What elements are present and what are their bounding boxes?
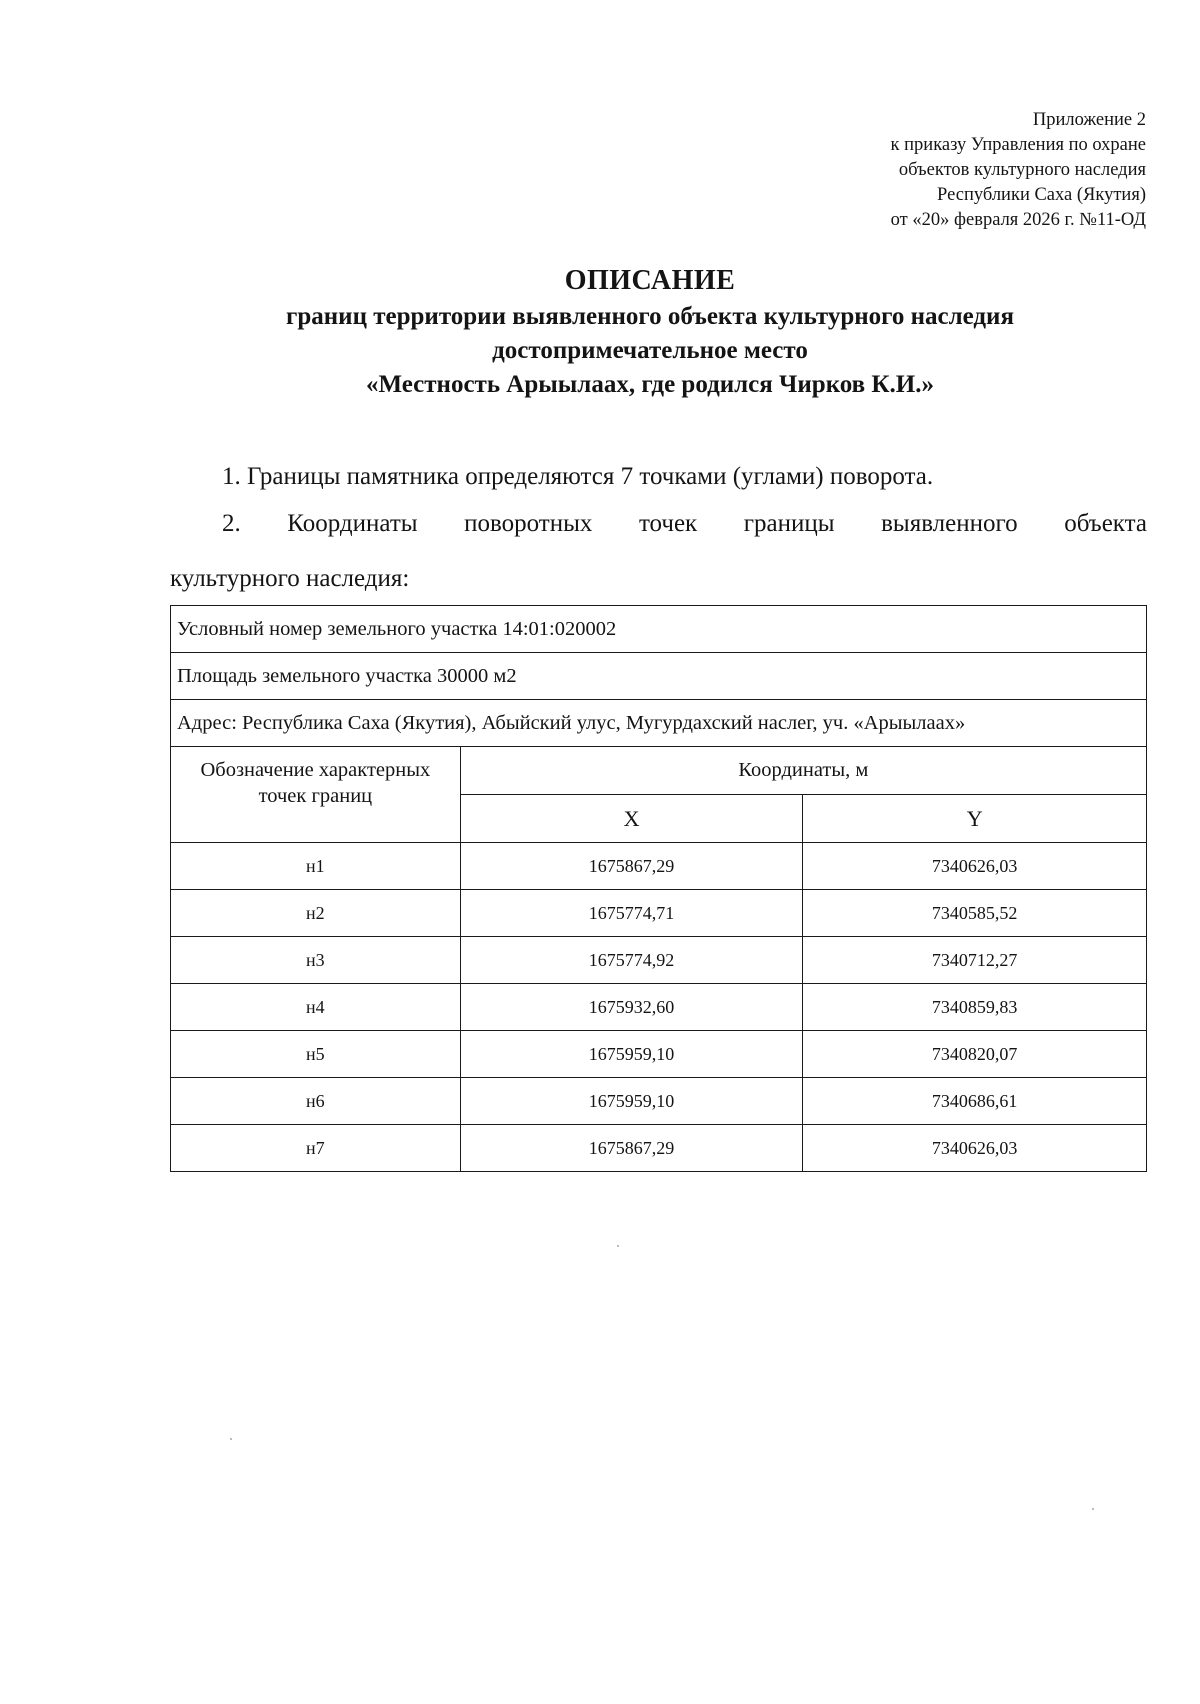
paragraph-2-word: объекта [1064, 510, 1147, 537]
point-cell: н5 [171, 1031, 461, 1078]
y-header: Y [803, 795, 1147, 843]
table-row [171, 653, 1147, 700]
coordinates-header: Координаты, м [460, 747, 1146, 795]
paragraph-2-word: Координаты [287, 510, 418, 537]
paragraph-2-continuation: культурного наследия: [170, 565, 410, 592]
paragraph-2-word: выявленного [881, 510, 1018, 537]
table-row [171, 937, 1147, 984]
land-area: Площадь земельного участка 30000 м2 [171, 653, 1147, 700]
table-row [171, 606, 1147, 653]
x-cell: 1675867,29 [460, 1125, 803, 1172]
paragraph-2 [170, 507, 1147, 541]
point-cell: н6 [171, 1078, 461, 1125]
appendix-header [891, 108, 1146, 233]
appendix-line: Приложение 2 [1032, 110, 1146, 130]
point-cell: н1 [171, 843, 461, 890]
paragraph-2-word: границы [743, 510, 835, 537]
x-cell: 1675959,10 [460, 1078, 803, 1125]
title-main: ОПИСАНИЕ [564, 265, 736, 296]
title-line: границ территории выявленного объекта культурного наследия [286, 303, 1014, 330]
title-line: «Местность Арыылаах, где родился Чирков К.И.» [366, 371, 934, 398]
point-cell: н4 [171, 984, 461, 1031]
table-row [171, 1125, 1147, 1172]
table-header-row [171, 747, 1147, 795]
table-row [171, 984, 1147, 1031]
table-row [171, 1031, 1147, 1078]
y-cell: 7340859,83 [803, 984, 1147, 1031]
y-cell: 7340585,52 [803, 890, 1147, 937]
table-row [171, 890, 1147, 937]
y-cell: 7340712,27 [803, 937, 1147, 984]
title-line: достопримечательное место [492, 337, 808, 364]
y-cell: 7340626,03 [803, 843, 1147, 890]
appendix-line: от «20» февраля 2026 г. №11-ОД [890, 210, 1146, 230]
y-cell: 7340626,03 [803, 1125, 1147, 1172]
table-row [171, 700, 1147, 747]
scan-speck [617, 1245, 619, 1247]
x-header: X [460, 795, 803, 843]
document-title [150, 262, 1150, 402]
point-label-header: Обозначение характерных точек границ [171, 747, 461, 843]
x-cell: 1675932,60 [460, 984, 803, 1031]
scan-speck [1092, 1508, 1094, 1510]
paragraph-2-word: 2. [222, 510, 241, 537]
appendix-line: Республики Саха (Якутия) [937, 185, 1146, 205]
y-cell: 7340820,07 [803, 1031, 1147, 1078]
point-cell: н2 [171, 890, 461, 937]
x-cell: 1675774,92 [460, 937, 803, 984]
point-cell: н3 [171, 937, 461, 984]
paragraph-1: 1. Границы памятника определяются 7 точками (углами) поворота. [222, 463, 934, 490]
table-row [171, 1078, 1147, 1125]
appendix-line: объектов культурного наследия [898, 160, 1146, 180]
x-cell: 1675867,29 [460, 843, 803, 890]
scan-speck [230, 1438, 232, 1440]
paragraph-2-word: поворотных [464, 510, 593, 537]
paragraph-2-word: точек [638, 510, 698, 537]
x-cell: 1675959,10 [460, 1031, 803, 1078]
coordinates-table [170, 605, 1147, 1172]
cadastral-number: Условный номер земельного участка 14:01:020002 [171, 606, 1147, 653]
address: Адрес: Республика Саха (Якутия), Абыйский улус, Мугурдахский наслег, уч. «Арыылаах» [171, 700, 1147, 747]
y-cell: 7340686,61 [803, 1078, 1147, 1125]
point-cell: н7 [171, 1125, 461, 1172]
table-row [171, 843, 1147, 890]
appendix-line: к приказу Управления по охране [890, 135, 1146, 155]
x-cell: 1675774,71 [460, 890, 803, 937]
